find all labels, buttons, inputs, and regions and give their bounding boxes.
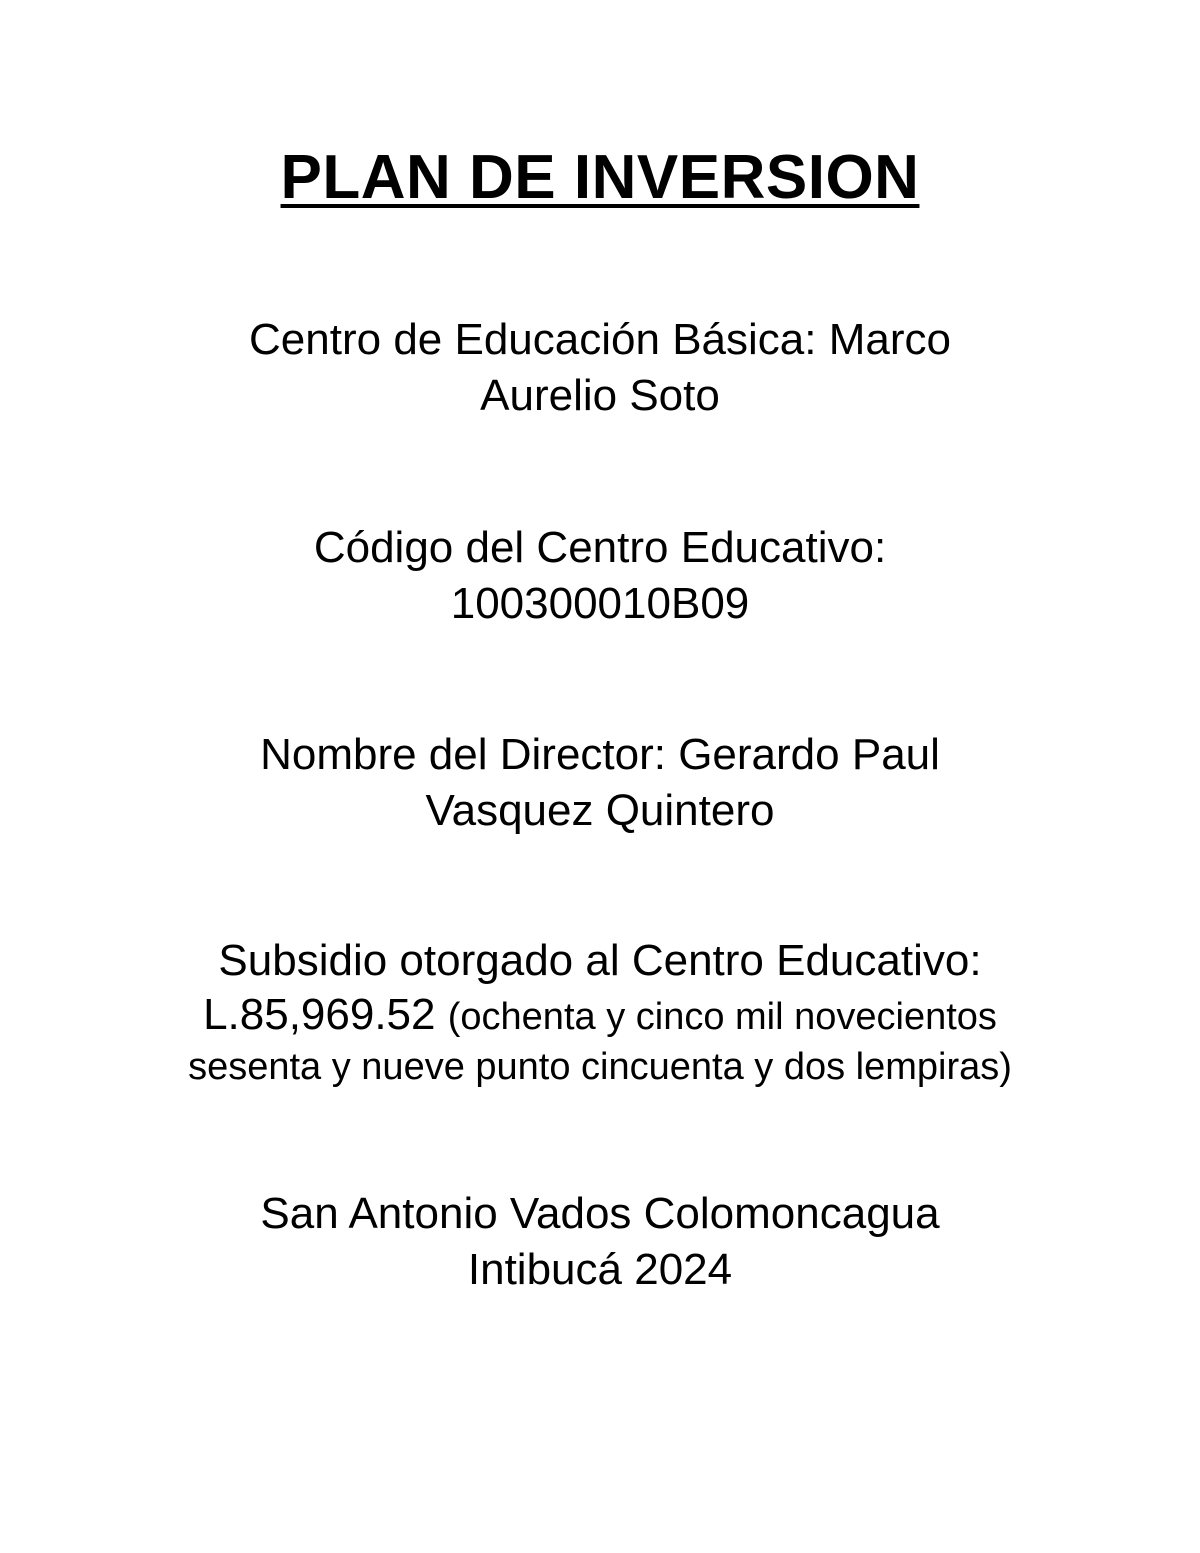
lugar-line-1: San Antonio Vados Colomoncagua xyxy=(260,1189,940,1238)
subsidio-words-part2: sesenta y nueve punto cincuenta y dos lempiras) xyxy=(188,1046,1012,1088)
codigo-label: Código del Centro Educativo: xyxy=(313,523,887,572)
subsidio-words-part1: (ochenta y cinco mil novecientos xyxy=(447,996,997,1038)
lugar-fecha-block xyxy=(0,1186,1200,1298)
codigo-value: 100300010B09 xyxy=(450,579,750,628)
centro-line-2: Aurelio Soto xyxy=(480,371,720,420)
codigo-centro-block xyxy=(0,520,1200,632)
subsidio-amount-line xyxy=(0,989,1200,1043)
lugar-line-2: Intibucá 2024 xyxy=(467,1245,733,1294)
centro-line-1: Centro de Educación Básica: Marco xyxy=(249,315,951,364)
document-title: PLAN DE INVERSION xyxy=(280,143,920,212)
centro-educacion-block xyxy=(0,312,1200,424)
subsidio-amount: L.85,969.52 xyxy=(203,990,436,1039)
director-block xyxy=(0,727,1200,839)
subsidio-label: Subsidio otorgado al Centro Educativo: xyxy=(218,936,982,985)
director-line-1: Nombre del Director: Gerardo Paul xyxy=(260,730,940,779)
subsidio-block xyxy=(0,933,1200,1091)
director-line-2: Vasquez Quintero xyxy=(425,786,775,835)
